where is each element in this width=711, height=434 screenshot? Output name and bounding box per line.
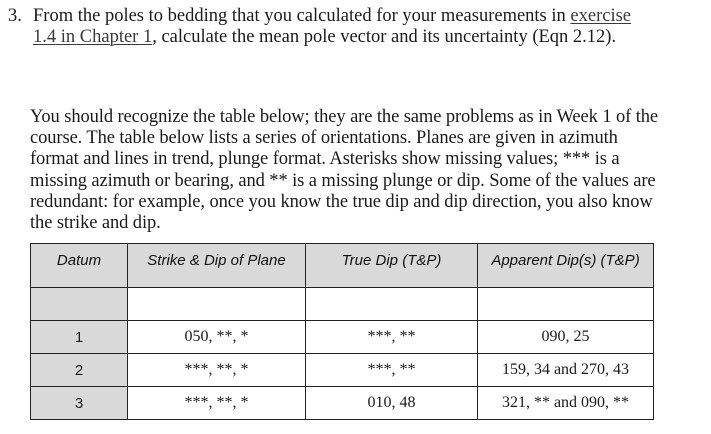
header-strike-dip: Strike & Dip of Plane [128,244,306,288]
datum-cell: 3 [31,387,128,420]
true-dip-cell: ***, ** [306,321,478,354]
exercise-text-before: From the poles to bedding that you calculated for your measurements in [33,6,571,26]
table-row [31,321,654,354]
datum-cell: 1 [31,321,128,354]
strike-dip-cell: ***, **, * [128,354,306,387]
exercise-text [33,6,648,48]
spacer-cell [128,288,306,321]
datum-cell: 2 [31,354,128,387]
strike-dip-cell: 050, **, * [128,321,306,354]
header-datum: Datum [31,244,128,288]
spacer-cell [478,288,654,321]
spacer-cell [31,288,128,321]
apparent-dip-cell: 159, 34 and 270, 43 [478,354,654,387]
strike-dip-cell: ***, **, * [128,387,306,420]
exercise-text-after: , calculate the mean pole vector and its uncertainty (Eqn 2.12). [152,27,617,47]
header-apparent-dip: Apparent Dip(s) (T&P) [478,244,654,288]
instructions-paragraph: You should recognize the table below; they are the same problems as in Week 1 of the course. The table below lists a series of orientations. Planes are given in azimuth format and lines in trend, plunge format. Asterisks show missing values; *** is a missing azimuth or bearing, and ** is a missing plunge or dip. Some of the values are redundant: for example, once you know the true dip and dip direction, you also know the strike and dip. [30,107,659,234]
table-row [31,387,654,420]
exercise-number: 3. [8,6,22,26]
header-true-dip: True Dip (T&P) [306,244,478,288]
table-row [31,354,654,387]
exercise-link[interactable]: exercise 1.4 in Chapter 1 [33,6,632,47]
table-header-row [31,244,654,288]
true-dip-cell: 010, 48 [306,387,478,420]
table-spacer-row [31,288,654,321]
apparent-dip-cell: 321, ** and 090, ** [478,387,654,420]
true-dip-cell: ***, ** [306,354,478,387]
spacer-cell [306,288,478,321]
apparent-dip-cell: 090, 25 [478,321,654,354]
orientation-table [30,243,654,420]
exercise-3 [8,6,648,48]
